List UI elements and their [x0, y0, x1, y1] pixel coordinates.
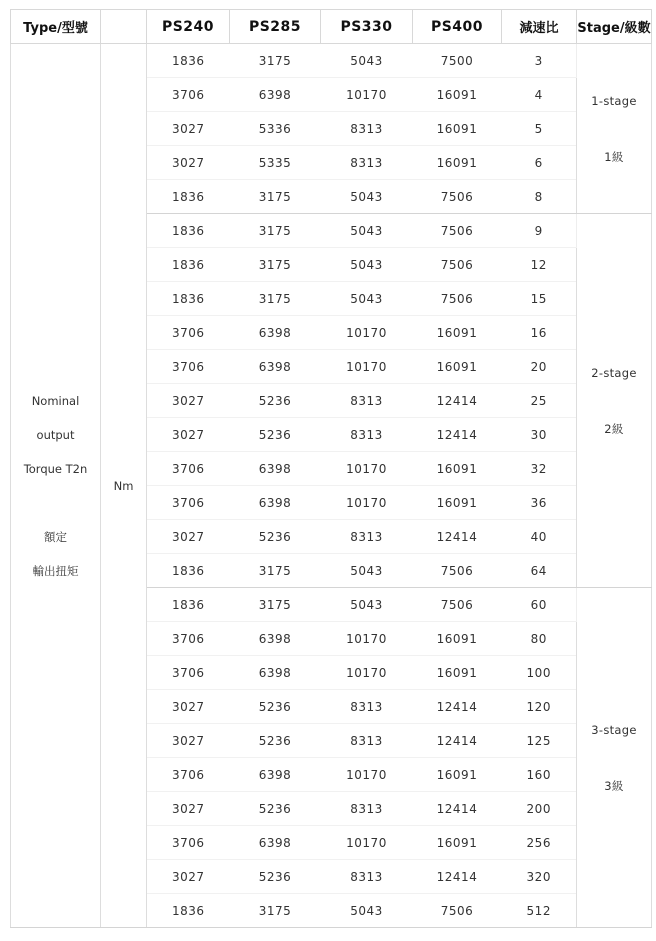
cell-ps400: 16091 — [413, 350, 502, 384]
cell-ratio: 40 — [502, 520, 577, 554]
cell-ps240: 3706 — [147, 316, 230, 350]
cell-ps400: 12414 — [413, 690, 502, 724]
cell-ps400: 7506 — [413, 894, 502, 928]
cell-ps400: 16091 — [413, 622, 502, 656]
stage-label-zh: 1級 — [604, 149, 624, 164]
cell-ps285: 6398 — [230, 78, 321, 112]
cell-ps330: 5043 — [321, 44, 413, 78]
header-ps285: PS285 — [230, 10, 321, 44]
unit-cell: Nm — [101, 44, 147, 928]
cell-ratio: 25 — [502, 384, 577, 418]
cell-ps285: 6398 — [230, 656, 321, 690]
stage-3-cell — [577, 588, 652, 928]
cell-ps330: 8313 — [321, 724, 413, 758]
cell-ps285: 3175 — [230, 282, 321, 316]
cell-ps330: 10170 — [321, 622, 413, 656]
cell-ps330: 10170 — [321, 826, 413, 860]
cell-ps400: 16091 — [413, 486, 502, 520]
header-stage: Stage/級數 — [577, 10, 652, 44]
cell-ps400: 7506 — [413, 180, 502, 214]
cell-ratio: 100 — [502, 656, 577, 690]
cell-ps240: 1836 — [147, 44, 230, 78]
stage-label-zh: 2級 — [604, 421, 624, 436]
header-type: Type/型號 — [11, 10, 101, 44]
cell-ps285: 5236 — [230, 724, 321, 758]
cell-ps285: 3175 — [230, 588, 321, 622]
cell-ps330: 10170 — [321, 758, 413, 792]
cell-ps330: 8313 — [321, 792, 413, 826]
cell-ps330: 8313 — [321, 146, 413, 180]
cell-ps330: 8313 — [321, 384, 413, 418]
cell-ps285: 3175 — [230, 554, 321, 588]
cell-ps240: 1836 — [147, 248, 230, 282]
cell-ps240: 3706 — [147, 452, 230, 486]
cell-ps400: 7506 — [413, 282, 502, 316]
cell-ps285: 3175 — [230, 44, 321, 78]
cell-ps400: 16091 — [413, 146, 502, 180]
cell-ratio: 125 — [502, 724, 577, 758]
cell-ps330: 8313 — [321, 690, 413, 724]
cell-ps400: 16091 — [413, 826, 502, 860]
cell-ps285: 5335 — [230, 146, 321, 180]
cell-ps400: 16091 — [413, 452, 502, 486]
cell-ps285: 6398 — [230, 452, 321, 486]
cell-ps400: 7506 — [413, 554, 502, 588]
cell-ps330: 10170 — [321, 656, 413, 690]
cell-ratio: 320 — [502, 860, 577, 894]
cell-ps400: 12414 — [413, 384, 502, 418]
cell-ps240: 3706 — [147, 350, 230, 384]
cell-ps240: 3027 — [147, 112, 230, 146]
cell-ps285: 6398 — [230, 486, 321, 520]
cell-ratio: 200 — [502, 792, 577, 826]
cell-ps240: 3027 — [147, 418, 230, 452]
cell-ps400: 12414 — [413, 520, 502, 554]
cell-ratio: 32 — [502, 452, 577, 486]
description-line: 輸出扭矩 — [32, 563, 79, 578]
cell-ratio: 36 — [502, 486, 577, 520]
cell-ps400: 12414 — [413, 792, 502, 826]
cell-ps330: 5043 — [321, 214, 413, 248]
description-line — [11, 486, 100, 520]
cell-ps285: 3175 — [230, 248, 321, 282]
cell-ps400: 7506 — [413, 214, 502, 248]
description-line: Torque T2n — [23, 461, 88, 476]
header-ps330: PS330 — [321, 10, 413, 44]
stage-label-en: 1-stage — [591, 93, 637, 108]
cell-ps330: 8313 — [321, 860, 413, 894]
cell-ps240: 1836 — [147, 180, 230, 214]
cell-ratio: 16 — [502, 316, 577, 350]
stage-label-en: 2-stage — [591, 365, 637, 380]
header-ratio: 減速比 — [502, 10, 577, 44]
table-body — [11, 44, 652, 928]
table-row — [11, 44, 652, 78]
cell-ps330: 8313 — [321, 418, 413, 452]
stage-label-zh: 3級 — [604, 778, 624, 793]
cell-ps285: 6398 — [230, 622, 321, 656]
cell-ps240: 3706 — [147, 656, 230, 690]
cell-ps285: 5236 — [230, 384, 321, 418]
cell-ps285: 6398 — [230, 316, 321, 350]
torque-table-container — [10, 9, 651, 928]
cell-ps240: 3027 — [147, 384, 230, 418]
cell-ps285: 3175 — [230, 180, 321, 214]
cell-ps400: 12414 — [413, 724, 502, 758]
cell-ps330: 5043 — [321, 248, 413, 282]
cell-ratio: 256 — [502, 826, 577, 860]
cell-ps285: 5236 — [230, 520, 321, 554]
cell-ps240: 3706 — [147, 622, 230, 656]
cell-ps240: 3706 — [147, 826, 230, 860]
cell-ps240: 1836 — [147, 588, 230, 622]
cell-ps285: 5236 — [230, 418, 321, 452]
cell-ps285: 5336 — [230, 112, 321, 146]
cell-ps400: 12414 — [413, 418, 502, 452]
cell-ps240: 3027 — [147, 860, 230, 894]
cell-ps330: 5043 — [321, 894, 413, 928]
cell-ps330: 5043 — [321, 588, 413, 622]
cell-ratio: 120 — [502, 690, 577, 724]
cell-ratio: 60 — [502, 588, 577, 622]
cell-ps240: 1836 — [147, 894, 230, 928]
cell-ps330: 10170 — [321, 452, 413, 486]
cell-ps330: 5043 — [321, 282, 413, 316]
cell-ratio: 4 — [502, 78, 577, 112]
cell-ps400: 12414 — [413, 860, 502, 894]
cell-ratio: 80 — [502, 622, 577, 656]
cell-ps330: 8313 — [321, 520, 413, 554]
cell-ps285: 5236 — [230, 860, 321, 894]
cell-ps240: 3027 — [147, 792, 230, 826]
cell-ps240: 1836 — [147, 214, 230, 248]
stage-label-en: 3-stage — [591, 722, 637, 737]
description-line: output — [36, 427, 75, 442]
cell-ps400: 16091 — [413, 656, 502, 690]
cell-ratio: 64 — [502, 554, 577, 588]
cell-ratio: 15 — [502, 282, 577, 316]
header-unit-blank — [101, 10, 147, 44]
cell-ps400: 7506 — [413, 588, 502, 622]
cell-ps400: 16091 — [413, 316, 502, 350]
cell-ps330: 5043 — [321, 554, 413, 588]
cell-ps285: 5236 — [230, 690, 321, 724]
cell-ratio: 5 — [502, 112, 577, 146]
cell-ratio: 8 — [502, 180, 577, 214]
cell-ps330: 10170 — [321, 78, 413, 112]
cell-ratio: 512 — [502, 894, 577, 928]
cell-ps400: 16091 — [413, 758, 502, 792]
cell-ps240: 3706 — [147, 758, 230, 792]
cell-ps400: 16091 — [413, 78, 502, 112]
cell-ratio: 12 — [502, 248, 577, 282]
cell-ps240: 3706 — [147, 78, 230, 112]
cell-ratio: 30 — [502, 418, 577, 452]
cell-ps285: 5236 — [230, 792, 321, 826]
cell-ps330: 10170 — [321, 316, 413, 350]
cell-ps400: 16091 — [413, 112, 502, 146]
cell-ratio: 9 — [502, 214, 577, 248]
cell-ps285: 3175 — [230, 894, 321, 928]
cell-ps240: 3027 — [147, 146, 230, 180]
cell-ratio: 3 — [502, 44, 577, 78]
header-ps240: PS240 — [147, 10, 230, 44]
cell-ps240: 3027 — [147, 690, 230, 724]
cell-ps240: 3027 — [147, 520, 230, 554]
description-line: Nominal — [31, 393, 80, 408]
cell-ratio: 6 — [502, 146, 577, 180]
cell-ratio: 160 — [502, 758, 577, 792]
stage-2-cell — [577, 214, 652, 588]
cell-ps400: 7500 — [413, 44, 502, 78]
cell-ps240: 1836 — [147, 554, 230, 588]
cell-ps285: 6398 — [230, 826, 321, 860]
cell-ps400: 7506 — [413, 248, 502, 282]
cell-ps285: 6398 — [230, 350, 321, 384]
description-cell — [11, 44, 101, 928]
cell-ps240: 3706 — [147, 486, 230, 520]
cell-ps240: 3027 — [147, 724, 230, 758]
header-ps400: PS400 — [413, 10, 502, 44]
cell-ps330: 5043 — [321, 180, 413, 214]
cell-ps330: 10170 — [321, 486, 413, 520]
stage-1-cell — [577, 44, 652, 214]
cell-ps285: 3175 — [230, 214, 321, 248]
description-line: 額定 — [44, 529, 67, 544]
cell-ps330: 10170 — [321, 350, 413, 384]
cell-ps330: 8313 — [321, 112, 413, 146]
cell-ps240: 1836 — [147, 282, 230, 316]
cell-ps285: 6398 — [230, 758, 321, 792]
cell-ratio: 20 — [502, 350, 577, 384]
torque-table — [10, 9, 652, 928]
header-row — [11, 10, 652, 44]
